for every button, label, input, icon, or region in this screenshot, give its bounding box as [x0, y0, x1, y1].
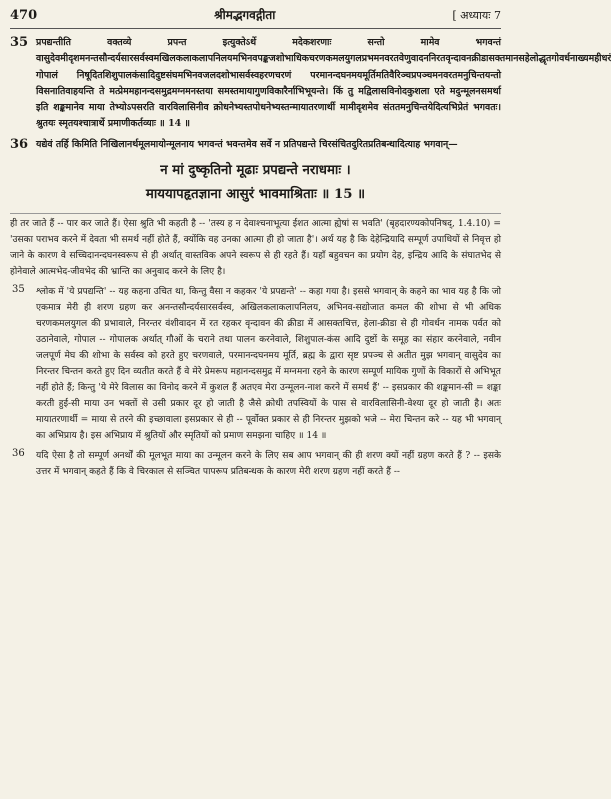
section-number: 35: [12, 284, 25, 296]
hindi-text: यदि ऐसा है तो सम्पूर्ण अनर्थों की मूलभूत माया का उन्मूलन करने के लिए सब आप भगवान् की ही शरण क्यों नहीं ग्रहण करते हैं ? -- इसके उत्तर में भगवान् कहते हैं कि वे चिरकाल से सञ्चित पापरूप प्रतिबन्धक के कारण मेरी शरण ग्रहण नहीं करते हैं --: [36, 451, 501, 478]
section-number: 36: [10, 136, 29, 152]
hindi-commentary-35: [10, 284, 501, 444]
sanskrit-commentary-36: [10, 137, 501, 153]
verse-line-2: माययापहृतज्ञाना आसुरं भावमाश्रिताः ॥ 15 ॥: [145, 187, 366, 203]
sanskrit-text: यद्येवं तर्हि किमिति निखिलानर्थमूलमायोन्मूलनाय भगवन्तं भवन्तमेव सर्वे न प्रतिपद्यन्ते चिरसंचितदुरितप्रतिबन्धादित्याह भगवान्—: [36, 138, 458, 150]
sanskrit-commentary-35: [10, 35, 611, 133]
section-number: 35: [10, 35, 29, 50]
hindi-commentary-36: [10, 448, 501, 480]
hindi-text: श्लोक में 'ये प्रपद्यन्ति' -- यह कहना उचित था, किन्तु वैसा न कहकर 'ये प्रपद्यन्ते' -- कहा गया है। इससे भगवान् के कहने का भाव यह है कि जो एकमात्र मेरी ही शरण ग्रहण कर अनन्तसौन्दर्यसारसर्वस्व, अखिलकलाकलापनिलय, अभिनव-सद्योजात कमल की शोभा से भी अधिक चरणकमलयुगल की प्रभावाले, निरन्तर वंशीवादन में रत रहकर वृन्दावन की क्रीडा में आसक्तचित्त, हेला-क्रीडा से ही गोवर्धन नामक पर्वत को उठानेवाले, गोपाल -- गोपालक अर्थात् गौओं के चराने तथा पालन करनेवाले, शिशुपाल-कंस आदि दुष्टों के समूह का संहार करनेवाले, नवीन जलपूर्ण मेघ की शोभा के सर्वस्व को हरते हुए चरणवाले, परमानन्दघनमय मूर्ति, ब्रह्म के द्वारा सृष्ट प्रपञ्च से अतीत मुझ भगवान् वासुदेव का निरन्तर चिन्तन करते हुए दिन व्यतीत करते हैं वे मेरे प्रेमरूप महानन्दसमुद्र में मग्नमना रहने के कारण सम्पूर्ण मायिक गुणों के विकारों से अभिभूत नहीं होते हैं; किन्तु 'ये मेरे विलास का विनोद करने में कुशल हैं अतएव मेरा उन्मूलन-नाश करने में समर्थ हैं' -- इसप्रकार की शङ्कमान-सी = शङ्का करती हुई-सी माया उन भक्तों से उसी प्रकार दूर हो जाती है जैसे क्रोधी तपस्वियों के पास से वारविलासिनी-वेश्या दूर हो जाती है। अतः मायातरणार्थी = माया से तरने की इच्छावाला इसप्रकार से ही -- पूर्वोक्त प्रकार से ही निरन्तर मुझको भजे -- मेरा चिन्तन करे -- यह भी भगवान् का अभिप्राय है। इस अभिप्राय में श्रुतियों और स्मृतियों को प्रमाण समझना चाहिए ॥ 14 ॥: [36, 287, 501, 442]
hindi-text: ही तर जाते हैं -- पार कर जाते हैं। ऐसा श्रुति भी कहती है -- 'तस्य ह न देवाश्चनाभूत्या ईशत आत्मा ह्येषां स भवति' (बृहदारण्यकोपनिषद्, 1.4.10) = 'उसका पराभव करने में देवता भी समर्थ नहीं होते हैं, क्योंकि वह उनका आत्मा ही हो जाता है'। अर्थ यह है कि देहेन्द्रियादि सम्पूर्ण उपाधियों से निवृत्त हो जाने के कारण वे सच्चिदानन्दघनस्वरूप से ही अर्थात् वास्तविक अपने स्वरूप से ही रहते हैं। यहाँ बहुवचन का प्रयोग देह, इन्द्रिय आदि के संघातभेद से होनेवाले आत्मभेद-जीवभेद की भ्रान्ति का अनुवाद करने के लिए है।: [10, 219, 501, 278]
chapter-label: [ अध्यायः 7: [452, 9, 501, 22]
divider: [10, 213, 501, 214]
sanskrit-text: प्रपद्यन्तीति वक्तव्ये प्रपन्त इत्युक्तेऽर्थे मदेकशरणाः सन्तो मामेव भगवन्तं वासुदेवमीदृशमनन्तसौन्दर्यसारसर्वस्वमखिलकलाकलापनिलयमभिनवपङ्कजशोभाधिकचरणकमलयुगलप्रभमनवरतवेणुवादननिरतवृन्दावनक्रीडासक्तमानसहेलोद्धृतगोवर्धनाख्यमहीधरं गोपालं निषूदितशिशुपालकंसादिदुष्टसंघमभिनवजलदशोभासर्वस्वहरणचरणं परमानन्दघनमयमूर्तिमतिवैरिञ्चप्रपञ्चमनवरतमनुचिन्तयन्तो विसनातिवाहयन्ति ते मत्प्रेममहानन्दसमुद्रमग्नमनस्तया समस्तमायागुणविकारैर्नाभिभूयन्ते। किं तु मद्विलासविनोदकुशला एते मदुन्मूलनसमर्था इति शङ्कमानेव माया तेभ्योऽपसरति वारविलासिनीव क्रोधनेभ्यस्तपोधनेभ्यस्तन्मायातरणार्थी मामीदृशमेव संततमनुचिन्तयेदित्यभिप्रेतं भगवतः। श्रुतयः स्मृतयश्चात्रार्थे प्रमाणीकर्तव्याः ॥ 14 ॥: [36, 37, 611, 130]
verse-line-1: न मां दुष्कृतिनो मूढाः प्रपद्यन्ते नराधमाः ।: [160, 163, 351, 179]
section-number: 36: [12, 448, 25, 460]
page-header: [10, 6, 501, 29]
hindi-intro: [10, 216, 501, 280]
page-number: 470: [10, 8, 38, 23]
verse-block: [10, 159, 501, 207]
book-title: श्रीमद्भगवद्गीता: [214, 8, 276, 22]
